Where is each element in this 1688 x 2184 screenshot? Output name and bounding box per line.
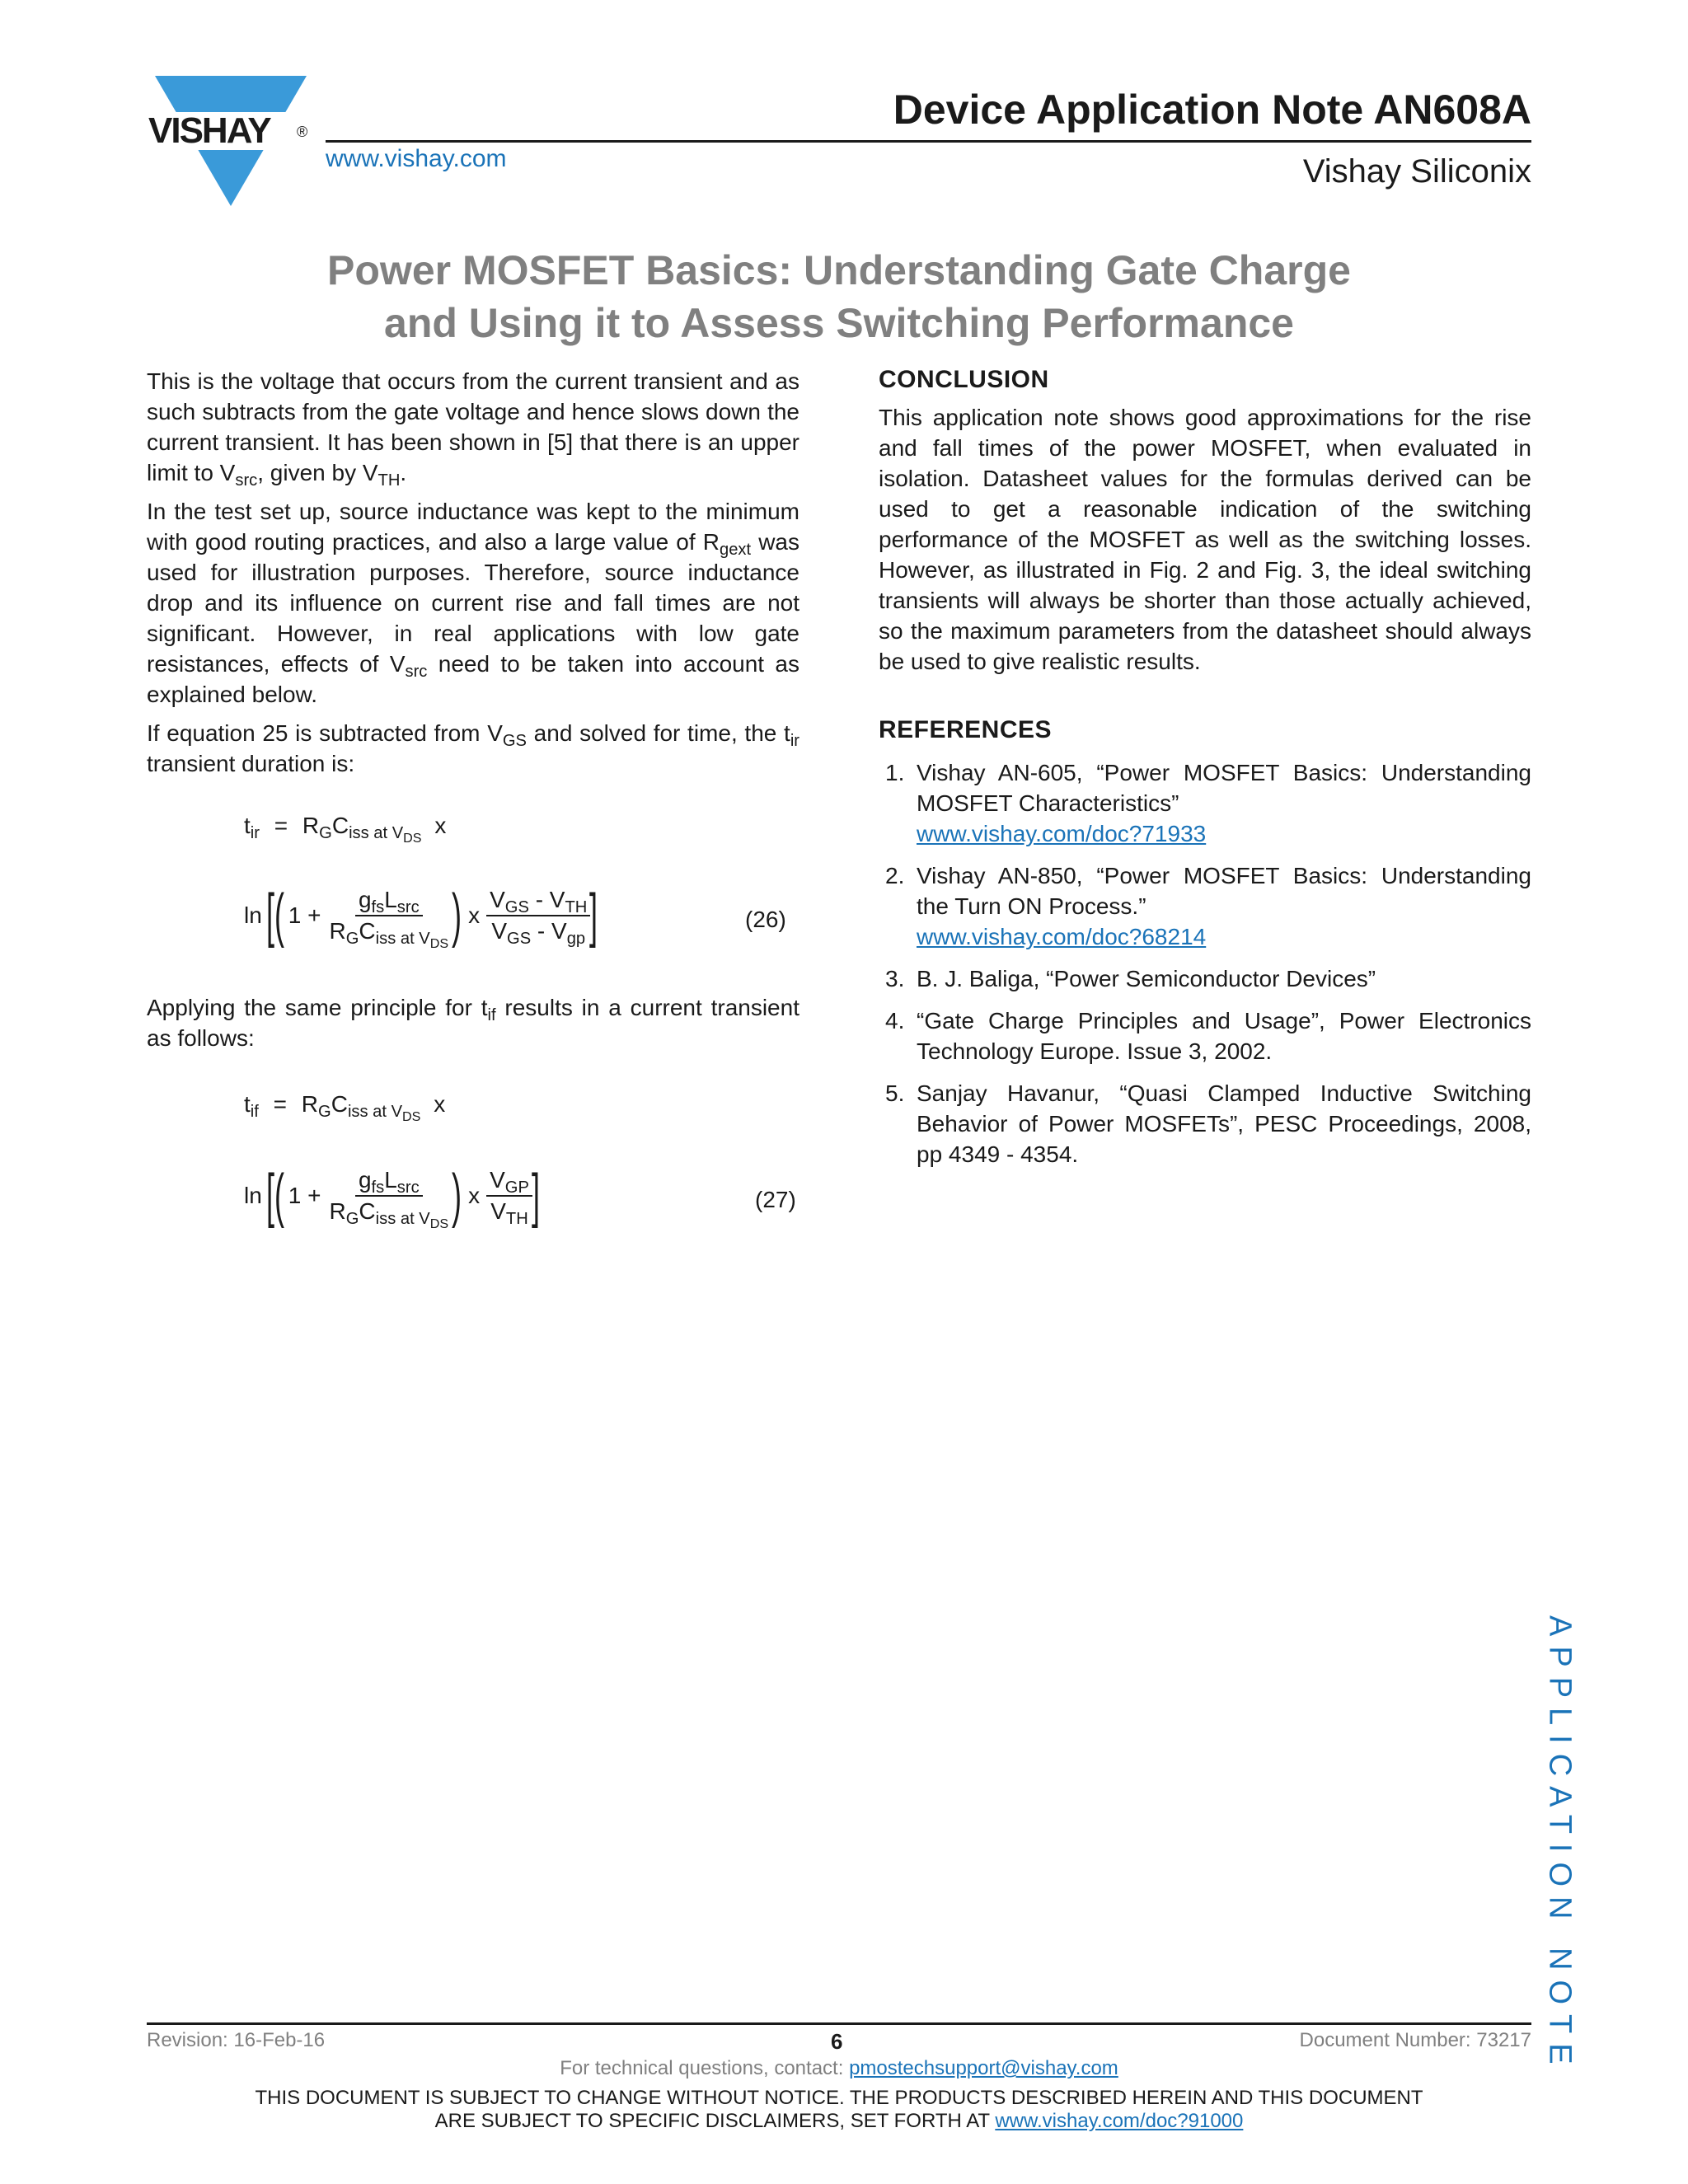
reference-item: 5. Sanjay Havanur, “Quasi Clamped Inductive Switching Behavior of Power MOSFETs”, PESC Proceedings, 2008, pp 4349 - 4354. xyxy=(885,1080,1531,1167)
logo-wordmark: VISHAY xyxy=(148,110,270,151)
equation-26-line1: $t_{ir} = R_GC_{iss at V_{DS}}$ x xyxy=(244,813,447,846)
references-heading: REFERENCES xyxy=(879,716,1053,743)
paragraph-voltage: This is the voltage that occurs from the current transient and as such subtracts from the gate voltage and hence slows down the current transient. It has been shown in [5] that there is an upper limit to $V_{src}$, given by $V_{TH}$. xyxy=(147,368,799,490)
left-column xyxy=(147,366,799,787)
footer-page-number: 6 xyxy=(831,2029,843,2054)
reference-link-68214[interactable]: www.vishay.com/doc?68214 xyxy=(917,924,1207,949)
conclusion-heading: CONCLUSION xyxy=(879,366,1049,393)
footer-rule xyxy=(147,2022,1531,2025)
reference-item: 4. “Gate Charge Principles and Usage”, Power Electronics Technology Europe. Issue 3, 2002. xyxy=(885,1008,1531,1064)
contact-email-link[interactable]: pmostechsupport@vishay.com xyxy=(849,2057,1118,2079)
right-column xyxy=(879,366,1531,1181)
website-link[interactable]: www.vishay.com xyxy=(326,145,507,172)
reference-link-71933[interactable]: www.vishay.com/doc?71933 xyxy=(917,821,1207,846)
paragraph-equation-25: If equation 25 is subtracted from $V_{GS}$ and solved for time, the $t_{ir}$ transient duration is: xyxy=(147,720,800,776)
company-name: Vishay Siliconix xyxy=(1302,153,1531,190)
footer-disclaimer: THIS DOCUMENT IS SUBJECT TO CHANGE WITHOUT NOTICE. THE PRODUCTS DESCRIBED HEREIN AND THIS DOCUMENT ARE SUBJECT TO SPECIFIC DISCLAIMERS, SET FORTH AT www.vishay.com/doc?91000 xyxy=(255,2087,1423,2132)
doc-title: Device Application Note AN608A xyxy=(893,87,1531,133)
equation-27-label: (27) xyxy=(755,1187,796,1212)
equation-26-line2: ln [( 1 + $\frac{g_{fs}L_{src}}{R_GC_{iss at V_{DS}}}$ ) x $\frac{V_{GS} - V_{TH}}{V_{GS} - V_{gp}}$ ] xyxy=(244,883,598,951)
equation-27-line1: $t_{if} = R_GC_{iss at V_{DS}}$ x xyxy=(244,1091,446,1124)
side-label: APPLICATION NOTE xyxy=(1542,1615,1578,2074)
logo-registered-mark: ® xyxy=(297,124,308,140)
equation-26-label: (26) xyxy=(745,907,786,932)
footer-revision: Revision: 16-Feb-16 xyxy=(147,2029,326,2051)
footer-doc-number: Document Number: 73217 xyxy=(1299,2029,1531,2051)
page-title-line2: and Using it to Assess Switching Performance xyxy=(384,300,1294,346)
header-rule xyxy=(326,140,1531,143)
paragraph-tif: Applying the same principle for $t_{if}$ results in a current transient as follows: xyxy=(147,995,799,1051)
vishay-logo xyxy=(147,76,312,208)
references-list xyxy=(879,757,1531,1169)
equation-27-line2: ln [( 1 + $\frac{g_{fs}L_{src}}{R_GC_{iss at V_{DS}}}$ ) x $\frac{V_{GP}}{V_{TH}}$ ] xyxy=(244,1163,540,1231)
conclusion-text: This application note shows good approximations for the rise and fall times of the power MOSFET, when evaluated in isolation. Datasheet values for the formulas derived can be used to get a reasonable indication of the switching performance of the MOSFET as well as the switching losses. However, as illustrated in Fig. 2 and Fig. 3, the ideal switching transients will always be shorter than those actually achieved, so the maximum parameters from the datasheet should always be used to give realistic results. xyxy=(879,405,1531,674)
footer-contact: For technical questions, contact: pmostechsupport@vishay.com xyxy=(560,2057,1118,2079)
page-title-line1: Power MOSFET Basics: Understanding Gate Charge xyxy=(327,247,1351,293)
reference-item: 2. Vishay AN-850, “Power MOSFET Basics: Understanding the Turn ON Process.” www.vishay.com/doc?68214 xyxy=(885,863,1531,949)
reference-item: 1. Vishay AN-605, “Power MOSFET Basics: Understanding MOSFET Characteristics” www.vishay.com/doc?71933 xyxy=(885,760,1531,846)
disclaimer-link[interactable]: www.vishay.com/doc?91000 xyxy=(995,2110,1244,2132)
page-title xyxy=(147,244,1531,349)
reference-item: 3. B. J. Baliga, “Power Semiconductor Devices” xyxy=(885,966,1376,991)
paragraph-test-setup: In the test set up, source inductance was kept to the minimum with good routing practices, and also a large value of $R_{gext}$ was used for illustration purposes. Therefore, source inductance drop and its influence on current rise and fall times are not significant. However, in real applications with low gate resistances, effects of $V_{src}$ need to be taken into account as explained below. xyxy=(147,499,800,707)
